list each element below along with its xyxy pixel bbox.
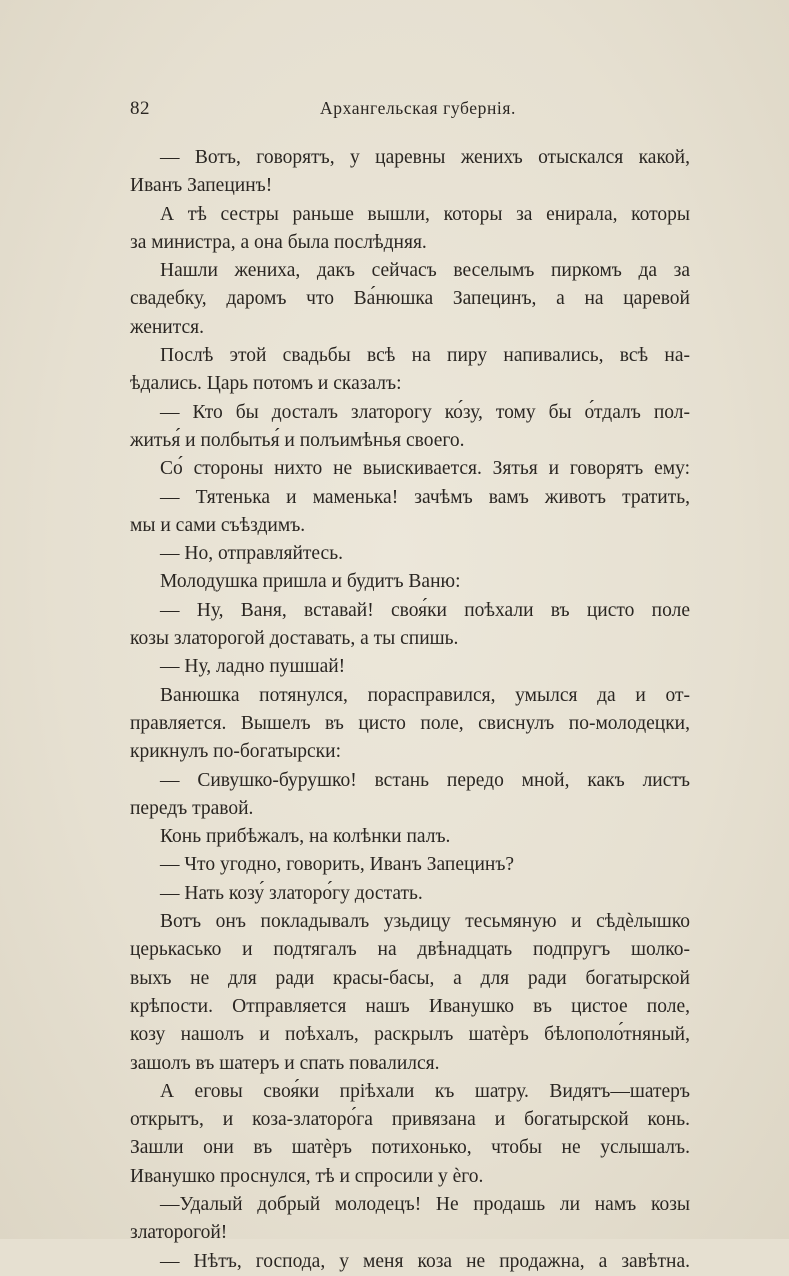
text-line: —Удалый добрый молодецъ! Не продашь ли намъ козы [160,1193,690,1215]
text-line: Конь прибѣжалъ, на колѣнки палъ. [160,826,451,848]
running-head [130,98,690,128]
text-line: — Кто бы досталъ златорогу ко́зу, тому бы о́тдалъ пол- [160,401,690,423]
text-line: женится. [130,316,205,338]
text-line: А тѣ сестры раньше вышли, которы за енирала, которы [160,203,690,225]
page-number: 82 [130,98,150,119]
text-line: мы и сами съѣздимъ. [130,514,306,536]
text-line: — Ну, Ваня, вставай! своя́ки поѣхали въ цисто поле [160,599,690,621]
text-line: Иванъ Запецинъ! [130,175,273,197]
text-line: — Но, отправляйтесь. [160,543,343,565]
text-line: выхъ не для ради красы-басы, а для ради богатырской [130,967,690,989]
text-line: Молодушка пришла и будитъ Ваню: [160,571,461,593]
text-line: — Сивушко-бурушко! встань передо мной, какъ листъ [160,769,690,791]
body-text [130,144,690,1276]
text-line: Вотъ онъ покладывалъ узьдицу тесьмяную и сѣдѐлышко [160,911,690,933]
text-line: Иванушко проснулся, тѣ и спросили у ѐго. [130,1165,484,1187]
text-line: зашолъ въ шатеръ и спать повалился. [130,1052,440,1074]
text-line: — Ну, ладно пушшай! [160,656,346,678]
text-line: козы златорогой доставать, а ты спишь. [130,628,459,650]
text-line: Нашли жениха, дакъ сейчасъ веселымъ пиркомъ да за [160,260,690,282]
text-line: житья́ и полбытья́ и полъимѣнья своего. [130,429,465,451]
text-line: за министра, а она была послѣдняя. [130,231,427,253]
text-line: — Тятенька и маменька! зачѣмъ вамъ животъ тратить, [160,486,690,508]
text-line: — Нѣтъ, господа, у меня коза не продажна, а завѣтна. [160,1250,690,1272]
text-line: Ванюшка потянулся, порасправился, умылся да и от- [160,684,690,706]
text-line: Со́ стороны нихто не выискивается. Зятья и говорятъ ему: [160,458,690,480]
text-line: А еговы своя́ки пріѣхали къ шатру. Видятъ—шатеръ [160,1080,690,1102]
text-line: правляется. Вышелъ въ цисто поле, свиснулъ по-молодецки, [130,712,690,734]
running-title: Архангельская губернія. [320,98,517,118]
text-line: крѣпости. Отправляется нашъ Иванушко въ цистое поле, [130,995,690,1017]
text-line: — Что угодно, говорить, Иванъ Запецинъ? [160,854,515,876]
text-line: — Вотъ, говорятъ, у царевны женихъ отыскался какой, [160,147,690,168]
text-line: златорогой! [130,1222,228,1244]
text-line: крикнулъ по-богатырски: [130,741,342,763]
text-line: Зашли они въ шатѐръ потихонько, чтобы не услышалъ. [130,1137,690,1159]
text-line: передъ травой. [130,797,254,819]
text-line: открытъ, и коза-златоро́га привязана и богатырской конь. [130,1109,690,1131]
text-line: козу нашолъ и поѣхалъ, раскрылъ шатѐръ бѣлополо́тняный, [130,1024,690,1046]
text-line: церькасько и подтягалъ на двѣнадцать подпругъ шолко- [130,939,690,961]
text-line: — Нать козу́ златоро́гу достать. [160,882,423,904]
text-line: ѣдались. Царь потомъ и сказалъ: [130,373,402,395]
text-line: Послѣ этой свадьбы всѣ на пиру напивались, всѣ на- [160,345,690,367]
text-line: свадебку, даромъ что Ва́нюшка Запецинъ, а на царевой [130,288,690,310]
